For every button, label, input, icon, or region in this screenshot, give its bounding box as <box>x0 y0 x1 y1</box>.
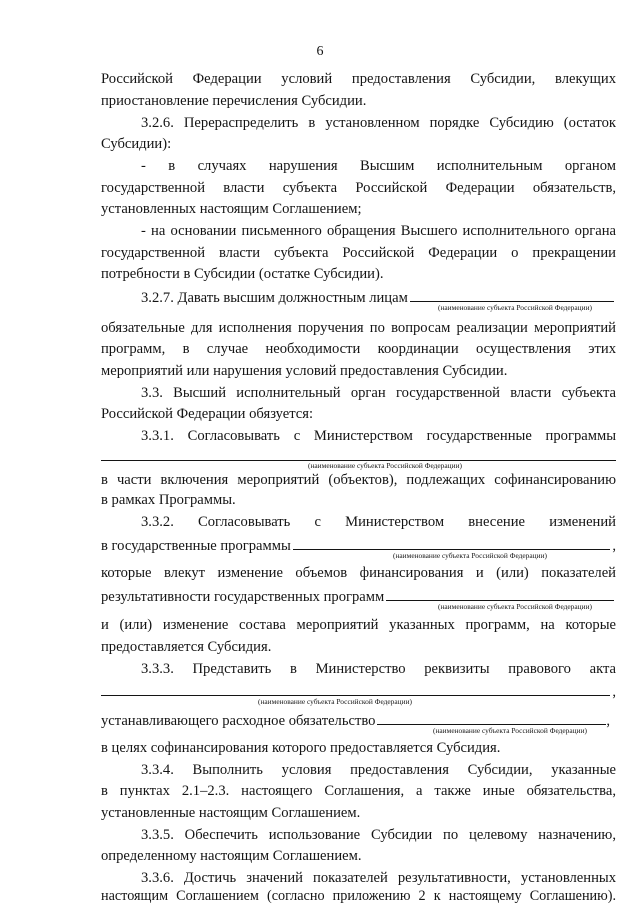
text-line: 3.2.7. Давать высшим должностным лицам <box>141 290 408 306</box>
blank-caption: (наименование субъекта Российской Федерации) <box>437 602 592 611</box>
text-line: приостановление перечисления Субсидии. <box>101 93 367 109</box>
text-line: потребности в Субсидии (остатке Субсидии). <box>101 266 384 282</box>
text-line: в целях софинансирования которого предоставляется Субсидия. <box>101 740 501 756</box>
text-line: устанавливающего расходное обязательство <box>101 713 376 729</box>
text-line: 3.3.6. Достичь значений показателей результативности, установленных <box>141 870 616 886</box>
text-line: в пунктах 2.1–2.3. настоящего Соглашения, а также иные обязательства, <box>101 783 616 799</box>
blank-caption: (наименование субъекта Российской Федерации) <box>307 461 462 470</box>
text-line: государственной власти субъекта Российской Федерации о прекращении <box>101 245 616 261</box>
comma-text: , <box>612 684 616 700</box>
fill-in-blank <box>101 682 610 696</box>
blank-caption: (наименование субъекта Российской Федерации) <box>437 303 592 312</box>
blank-caption: (наименование субъекта Российской Федерации) <box>432 726 587 735</box>
text-line: которые влекут изменение объемов финансирования и (или) показателей <box>101 565 616 581</box>
fill-in-blank <box>377 711 606 725</box>
text-line: установленных настоящим Соглашением; <box>101 201 362 217</box>
text-line: в рамках Программы. <box>101 492 236 508</box>
text-line: предоставляется Субсидия. <box>101 639 272 655</box>
text-line: 3.3.4. Выполнить условия предоставления Субсидии, указанные <box>141 762 616 778</box>
fill-in-blank <box>293 536 611 550</box>
text-line: мероприятий или нарушения условий предоставления Субсидии. <box>101 363 508 379</box>
text-line: обязательные для исполнения поручения по вопросам реализации мероприятий <box>101 320 616 336</box>
text-line: в части включения мероприятий (объектов), подлежащих софинансированию <box>101 472 616 488</box>
text-line: 3.3.5. Обеспечить использование Субсидии по целевому назначению, <box>141 827 616 843</box>
text-line: Российской Федерации обязуется: <box>101 406 314 422</box>
text-line: настоящим Соглашением (согласно приложению 2 к настоящему Соглашению). <box>101 888 616 904</box>
text-line: определенному настоящим Соглашением. <box>101 848 362 864</box>
text-line: Российской Федерации условий предоставления Субсидии, влекущих <box>101 71 616 87</box>
fill-in-blank <box>386 587 614 601</box>
text-line: государственной власти субъекта Российской Федерации обязательств, <box>101 180 616 196</box>
text-line: - в случаях нарушения Высшим исполнительным органом <box>141 158 616 174</box>
fill-in-blank <box>410 288 614 302</box>
blank-caption: (наименование субъекта Российской Федерации) <box>257 697 412 706</box>
text-line: 3.2.6. Перераспределить в установленном порядке Субсидию (остаток <box>141 115 616 131</box>
text-line: 3.3.1. Согласовывать с Министерством государственные программы <box>141 428 616 444</box>
comma-text: , <box>612 538 616 554</box>
comma-text: , <box>606 713 610 729</box>
text-line: и (или) изменение состава мероприятий указанных программ, на которые <box>101 617 616 633</box>
text-line: установленные настоящим Соглашением. <box>101 805 361 821</box>
text-line: 3.3. Высший исполнительный орган государственной власти субъекта <box>141 385 616 401</box>
blank-caption: (наименование субъекта Российской Федерации) <box>392 551 547 560</box>
text-line: Субсидии): <box>101 136 172 152</box>
page-number: 6 <box>316 44 324 59</box>
fill-in-blank <box>101 447 616 461</box>
text-line: в государственные программы <box>101 538 291 554</box>
text-line: 3.3.2. Согласовывать с Министерством внесение изменений <box>141 514 616 530</box>
text-line: - на основании письменного обращения Высшего исполнительного органа <box>141 223 616 239</box>
text-line: 3.3.3. Представить в Министерство реквизиты правового акта <box>141 661 616 677</box>
text-line: результативности государственных программ <box>101 589 385 605</box>
text-line: программ, в случае необходимости координации осуществления этих <box>101 341 616 357</box>
blank-line-row <box>101 447 616 461</box>
